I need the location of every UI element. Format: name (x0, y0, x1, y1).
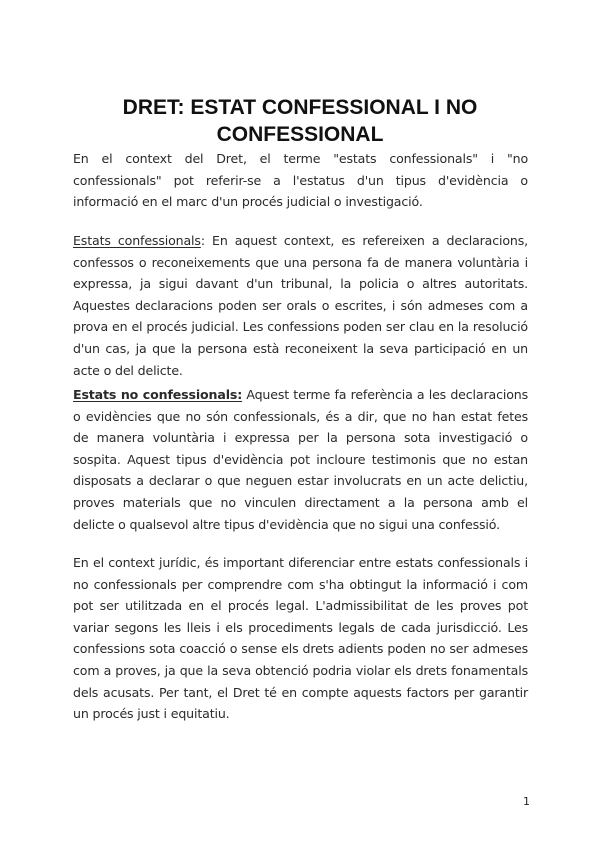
non-confessional-text: Aquest terme fa referència a les declaracions o evidències que no són confessionals, és a dir, que no han estat fetes de manera voluntària i expressa per la persona sota investigació o sospita. Aquest tipus d'evidència pot incloure testimonis que no estan disposats a declarar o que neguen estar involucrats en un acte delictiu, proves materials que no vinculen directament a la persona amb el delicte o qualsevol altre tipus d'evidència que no sigui una confessió. (73, 387, 528, 532)
non-confessional-section (73, 384, 528, 535)
confessional-text: En aquest context, es refereixen a declaracions, confessos o reconeixements que una persona fa de manera voluntària i expressa, ja sigui davant d'un tribunal, la policia o altres autoritats. Aquestes declaracions poden ser orals o escrites, i són admeses com a prova en el procés judicial. Les confessions poden ser clau en la resolució d'un cas, ja que la persona està reconeixent la seva participació en un acte o del delicte. (73, 233, 529, 378)
confessional-heading-separator: : (200, 233, 205, 248)
confessional-heading: Estats confessionals (73, 233, 201, 248)
page-title: DRET: ESTAT CONFESSIONAL I NO CONFESSIONAL (122, 96, 478, 146)
conclusion-paragraph: En el context jurídic, és important diferenciar entre estats confessionals i no confessionals per comprendre com s'ha obtingut la informació i com pot ser utilitzada en el procés legal. L'admissibilitat de les proves pot variar segons les lleis i els procediments legals de cada jurisdicció. Les confessions sota coacció o sense els drets adients poden no ser admeses com a proves, ja que la seva obtenció podria violar els drets fonamentals dels acusats. Per tant, el Dret té en compte aquests factors per garantir un procés just i equitatiu. (73, 555, 528, 722)
intro-paragraph: En el context del Dret, el terme "estats confessionals" i "no confessionals" pot referir-se a l'estatus d'un tipus d'evidència o informació en el marc d'un procés judicial o investigació. (73, 151, 528, 210)
confessional-section (73, 230, 528, 381)
page-number: 1 (523, 795, 530, 808)
non-confessional-heading: Estats no confessionals: (73, 387, 243, 402)
